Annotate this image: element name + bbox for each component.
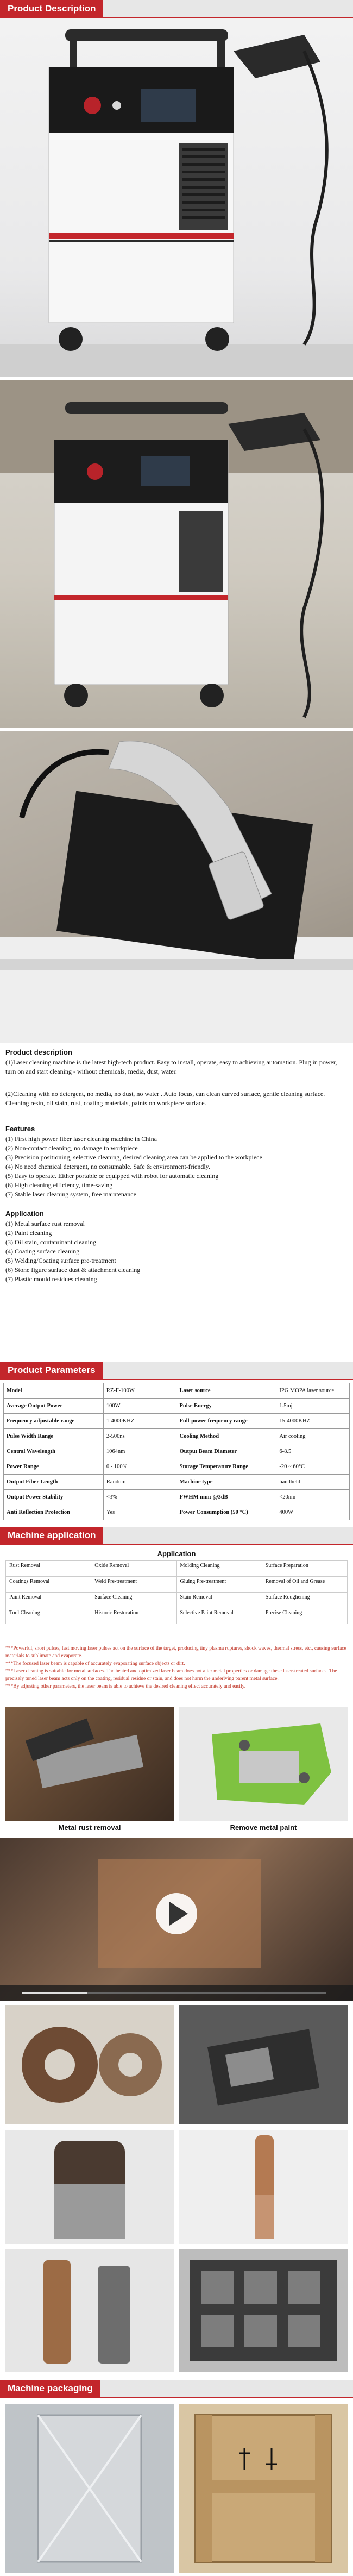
application-item: (6) Stone figure surface dust & attachment cleaning	[5, 1266, 141, 1274]
rod-cleaning-photo	[179, 2130, 348, 2244]
section-title: Machine application	[0, 1527, 103, 1544]
application-cell: Weld Pre-treatment	[91, 1577, 177, 1593]
description-title: Product description	[5, 1048, 72, 1056]
features-title: Features	[5, 1125, 35, 1133]
application-item: (7) Plastic mould residues cleaning	[5, 1275, 97, 1283]
param-key: Central Wavelength	[4, 1444, 104, 1459]
application-table-title: Application	[157, 1550, 196, 1558]
mold-cleaning-photo	[179, 2005, 348, 2124]
param-value: -20 ~ 60°C	[276, 1459, 350, 1475]
demo-video[interactable]	[0, 1838, 353, 2001]
param-value: 1.5mj	[276, 1399, 350, 1414]
application-cell: Paint Removal	[6, 1593, 91, 1608]
param-key: Output Beam Diameter	[177, 1444, 276, 1459]
param-value: Air cooling	[276, 1429, 350, 1444]
section-header-packaging	[0, 2380, 353, 2398]
param-value: 6-8.5	[276, 1444, 350, 1459]
application-item: (5) Welding/Coating surface pre-treatment	[5, 1257, 116, 1264]
param-key: Pulse Energy	[177, 1399, 276, 1414]
product-description-text	[5, 1048, 348, 1284]
param-key: Anti Reflection Protection	[4, 1505, 104, 1520]
param-value: RZ-F-100W	[103, 1383, 177, 1399]
application-title: Application	[5, 1209, 44, 1218]
application-cell: Surface Preparation	[262, 1561, 347, 1577]
rust-removal-photo	[5, 1707, 174, 1821]
section-title: Product Description	[0, 0, 103, 17]
param-key: Laser source	[177, 1383, 276, 1399]
pipe-cleaning-photo	[5, 2130, 174, 2244]
application-cell: Coatings Removal	[6, 1577, 91, 1593]
caption-paint-removal: Remove metal paint	[230, 1823, 297, 1832]
caption-rust-removal: Metal rust removal	[58, 1823, 121, 1832]
application-item: (2) Paint cleaning	[5, 1229, 52, 1237]
param-value: 400W	[276, 1505, 350, 1520]
param-key: Full-power frequency range	[177, 1414, 276, 1429]
application-cell: Removal of Oil and Grease	[262, 1577, 347, 1593]
feature-item: (1) First high power fiber laser cleaning machine in China	[5, 1135, 157, 1143]
laser-gun-photo	[0, 731, 353, 1043]
application-cell: Surface Cleaning	[91, 1593, 177, 1608]
table-row	[4, 1505, 350, 1520]
feature-item: (5) Easy to operate. Either portable or equipped with robot for automatic cleaning	[5, 1172, 219, 1180]
note-item: ***Powerful, short pulses, fast moving laser pulses act on the surface of the target, producing tiny plasma ruptures, shock waves, thermal stress, etc., causing surface materials to sublimate and evaporate.	[5, 1646, 346, 1659]
application-cell: Gluing Pre-treatment	[177, 1577, 262, 1593]
param-key: Output Fiber Length	[4, 1475, 104, 1490]
application-item: (4) Coating surface cleaning	[5, 1248, 80, 1255]
param-value: <3%	[103, 1490, 177, 1505]
table-row	[4, 1444, 350, 1459]
section-header-description	[0, 0, 353, 18]
param-value: 1-4000KHZ	[103, 1414, 177, 1429]
param-value: 0 - 100%	[103, 1459, 177, 1475]
paint-removal-photo	[179, 1707, 348, 1821]
application-cell: Precise Cleaning	[262, 1608, 347, 1624]
table-row	[6, 1593, 348, 1608]
feature-item: (4) No need chemical detergent, no consumable. Safe & environment-friendly.	[5, 1163, 210, 1170]
packaging-wrapped-photo	[5, 2404, 174, 2573]
param-value: 15-4000KHZ	[276, 1414, 350, 1429]
param-key: FWHM mm: @3dB	[177, 1490, 276, 1505]
note-item: ***Laser cleaning is suitable for metal surfaces. The heated and optimized laser beam does not alter metal properties or damage these laser-treated surfaces. The precisely tuned laser beam acts only on the coating, residual residue or stain, and does not harm the underlying parent metal surface.	[5, 1669, 337, 1682]
packaging-crate-photo	[179, 2404, 348, 2573]
table-row	[4, 1414, 350, 1429]
shaft-cleaning-photo	[5, 2249, 174, 2372]
machine-photo-front	[0, 18, 353, 377]
section-title: Product Parameters	[0, 1362, 103, 1379]
param-key: Power Range	[4, 1459, 104, 1475]
feature-item: (3) Precision positioning, selective cleaning, desired cleaning area can be applied to the workpiece	[5, 1154, 262, 1161]
param-value: Random	[103, 1475, 177, 1490]
table-row	[4, 1459, 350, 1475]
note-item: ***The focused laser beam is capable of accurately evaporating surface objects or dirt.	[5, 1661, 185, 1666]
param-value: 2-500ns	[103, 1429, 177, 1444]
feature-item: (7) Stable laser cleaning system, free maintenance	[5, 1190, 136, 1198]
table-row	[6, 1561, 348, 1577]
param-value: 1064nm	[103, 1444, 177, 1459]
table-row	[4, 1383, 350, 1399]
param-key: Cooling Method	[177, 1429, 276, 1444]
param-key: Pulse Width Range	[4, 1429, 104, 1444]
application-cell: Rust Removal	[6, 1561, 91, 1577]
application-cell: Tool Cleaning	[6, 1608, 91, 1624]
application-cell: Historic Restoration	[91, 1608, 177, 1624]
table-row	[6, 1577, 348, 1593]
machine-photo-side	[0, 380, 353, 728]
application-item: (1) Metal surface rust removal	[5, 1220, 85, 1227]
note-item: ***By adjusting other parameters, the laser beam is able to achieve the desired cleaning effect accurately and easily.	[5, 1684, 246, 1689]
feature-item: (2) Non-contact cleaning, no damage to workpiece	[5, 1144, 138, 1152]
section-header-parameters	[0, 1362, 353, 1380]
section-title: Machine packaging	[0, 2380, 100, 2397]
param-key: Machine type	[177, 1475, 276, 1490]
mould-plate-photo	[179, 2249, 348, 2372]
table-row	[4, 1490, 350, 1505]
gear-cleaning-photo	[5, 2005, 174, 2124]
param-value: IPG MOPA laser source	[276, 1383, 350, 1399]
param-key: Average Output Power	[4, 1399, 104, 1414]
table-row	[4, 1429, 350, 1444]
application-table	[5, 1560, 348, 1624]
param-key: Frequency adjustable range	[4, 1414, 104, 1429]
description-p2: (2)Cleaning with no detergent, no media, no dust, no water . Auto focus, can clean curved surface, gentle cleaning surface. Cleaning resin, oil stain, rust, coating materials, paints on workpiece surface.	[5, 1090, 325, 1107]
section-header-application	[0, 1527, 353, 1545]
application-cell: Molding Cleaning	[177, 1561, 262, 1577]
application-cell: Stain Removal	[177, 1593, 262, 1608]
parameters-table	[3, 1383, 350, 1520]
param-key: Power Consumption (50 °C)	[177, 1505, 276, 1520]
param-key: Storage Temperature Range	[177, 1459, 276, 1475]
application-item: (3) Oil stain, contaminant cleaning	[5, 1238, 96, 1246]
application-notes	[5, 1645, 348, 1690]
param-value: <20nm	[276, 1490, 350, 1505]
table-row	[4, 1475, 350, 1490]
description-p1: (1)Laser cleaning machine is the latest high-tech product. Easy to install, operate, easy to achieving automation. Plug in power, turn on and start cleaning - without chemicals, media, dust, water.	[5, 1058, 337, 1075]
param-value: Yes	[103, 1505, 177, 1520]
application-cell: Oxide Removal	[91, 1561, 177, 1577]
application-cell: Surface Roughening	[262, 1593, 347, 1608]
feature-item: (6) High cleaning efficiency, time-saving	[5, 1181, 113, 1189]
param-value: handheld	[276, 1475, 350, 1490]
param-value: 100W	[103, 1399, 177, 1414]
param-key: Output Power Stability	[4, 1490, 104, 1505]
application-cell: Selective Paint Removal	[177, 1608, 262, 1624]
table-row	[4, 1399, 350, 1414]
table-row	[6, 1608, 348, 1624]
param-key: Model	[4, 1383, 104, 1399]
